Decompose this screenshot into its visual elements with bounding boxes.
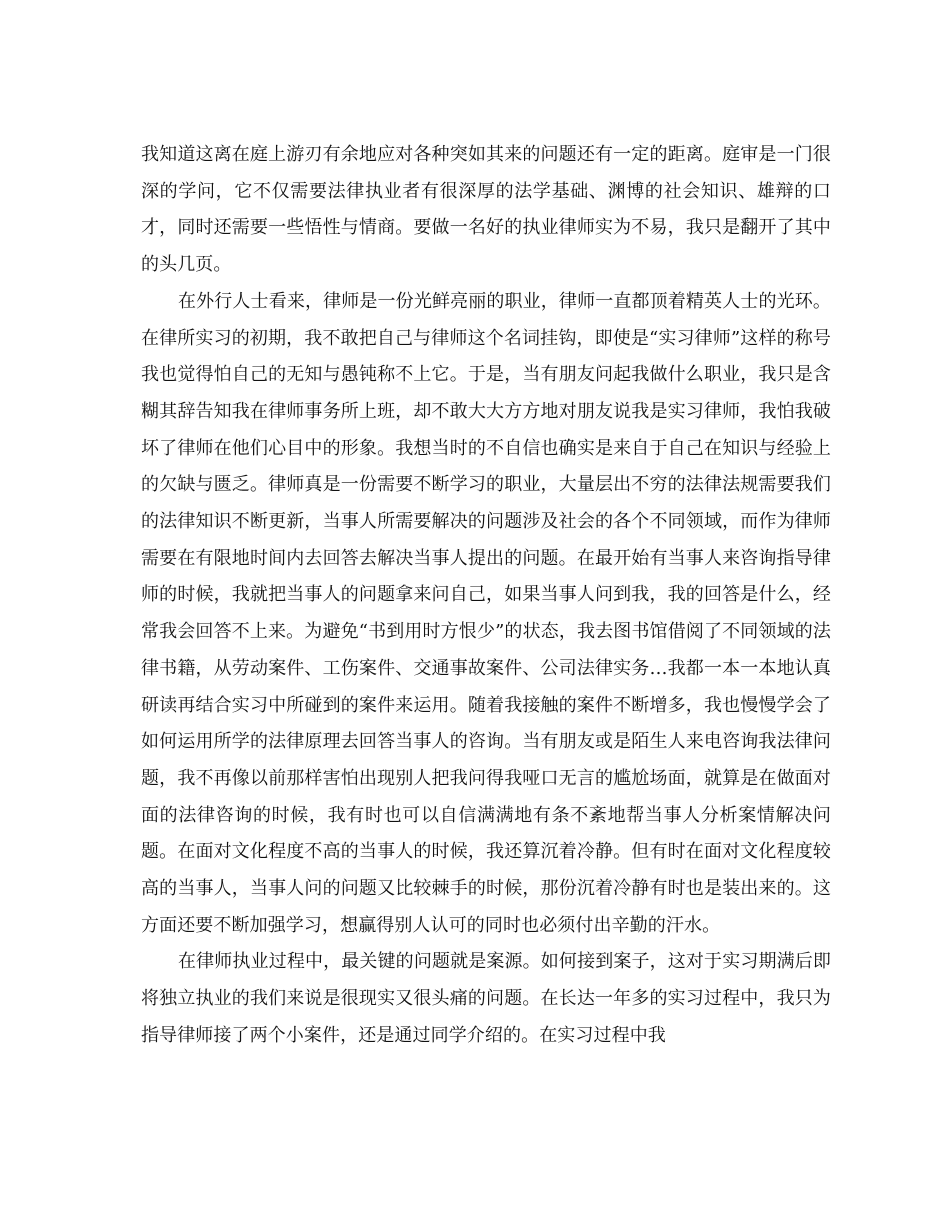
- body-text: [141, 137, 831, 1055]
- paragraph-1: 我知道这离在庭上游刃有余地应对各种突如其来的问题还有一定的距离。庭审是一门很深的学问，它不仅需要法律执业者有很深厚的法学基础、渊博的社会知识、雄辩的口才，同时还需要一些悟性与情商。要做一名好的执业律师实为不易，我只是翻开了其中的头几页。: [141, 144, 831, 276]
- paragraph-2: 在外行人士看来，律师是一份光鲜亮丽的职业，律师一直都顶着精英人士的光环。在律所实习的初期，我不敢把自己与律师这个名词挂钩，即使是“实习律师”这样的称号我也觉得怕自己的无知与愚钝称不上它。于是，当有朋友问起我做什么职业，我只是含糊其辞告知我在律师事务所上班，却不敢大大方方地对朋友说我是实习律师，我怕我破坏了律师在他们心目中的形象。我想当时的不自信也确实是来自于自己在知识与经验上的欠缺与匮乏。律师真是一份需要不断学习的职业，大量层出不穷的法律法规需要我们的法律知识不断更新，当事人所需要解决的问题涉及社会的各个不同领域，而作为律师需要在有限地时间内去回答去解决当事人提出的问题。在最开始有当事人来咨询指导律师的时候，我就把当事人的问题拿来问自己，如果当事人问到我，我的回答是什么，经常我会回答不上来。为避免“书到用时方恨少”的状态，我去图书馆借阅了不同领域的法律书籍，从劳动案件、工伤案件、交通事故案件、公司法律实务…我都一本一本地认真研读再结合实习中所碰到的案件来运用。随着我接触的案件不断增多，我也慢慢学会了如何运用所学的法律原理去回答当事人的咨询。当有朋友或是陌生人来电咨询我法律问题，我不再像以前那样害怕出现别人把我问得我哑口无言的尴尬场面，就算是在做面对面的法律咨询的时候，我有时也可以自信满满地有条不紊地帮当事人分析案情解决问题。在面对文化程度不高的当事人的时候，我还算沉着冷静。但有时在面对文化程度较高的当事人，当事人问的问题又比较棘手的时候，那份沉着冷静有时也是装出来的。这方面还要不断加强学习，想赢得别人认可的同时也必须付出辛勤的汗水。: [141, 290, 831, 936]
- paragraph-3: 在律师执业过程中，最关键的问题就是案源。如何接到案子，这对于实习期满后即将独立执业的我们来说是很现实又很头痛的问题。在长达一年多的实习过程中，我只为指导律师接了两个小案件，还是通过同学介绍的。在实习过程中我: [141, 951, 831, 1046]
